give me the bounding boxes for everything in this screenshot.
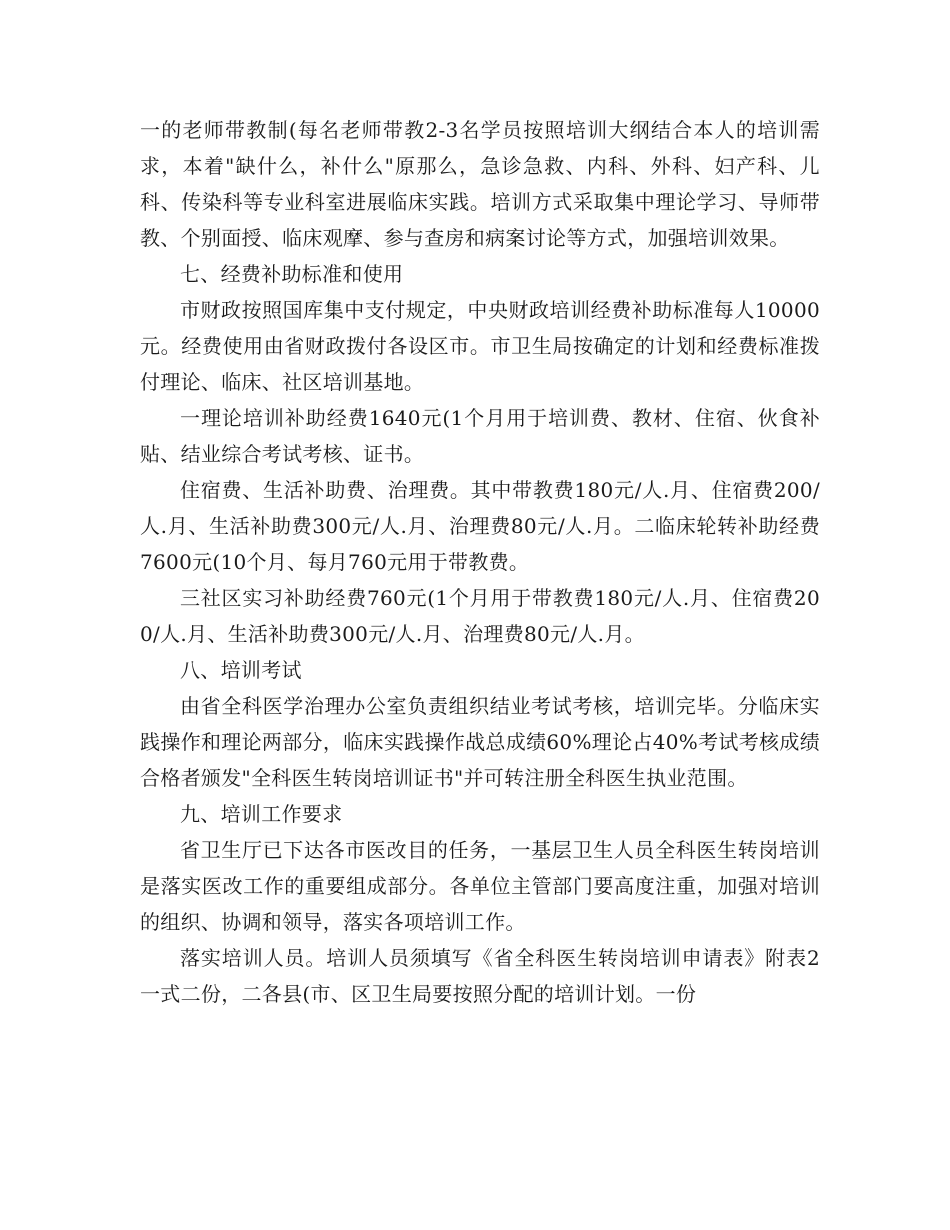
paragraph-community-funding: 三社区实习补助经费760元(1个月用于带教费180元/人.月、住宿费200/人.月、生活补助费300元/人.月、治理费80元/人.月。: [140, 586, 820, 646]
paragraph-trainee-registration: 落实培训人员。培训人员须填写《省全科医生转岗培训申请表》附表2一式二份，二各县(市、区卫生局要按照分配的培训计划。一份: [140, 946, 820, 1006]
paragraph-clinical-funding: 住宿费、生活补助费、治理费。其中带教费180元/人.月、住宿费200/人.月、生活补助费300元/人.月、治理费80元/人.月。二临床轮转补助经费7600元(10个月、每月760元用于带教费。: [140, 478, 820, 574]
paragraph-training-mentorship: 一的老师带教制(每名老师带教2-3名学员按照培训大纲结合本人的培训需求，本着"缺什么，补什么"原那么，急诊急救、内科、外科、妇产科、儿科、传染科等专业科室进展临床实践。培训方式采取集中理论学习、导师带教、个别面授、临床观摩、参与查房和病案讨论等方式，加强培训效果。: [140, 118, 820, 250]
paragraph-funding-standard: 市财政按照国库集中支付规定，中央财政培训经费补助标准每人10000元。经费使用由省财政拨付各设区市。市卫生局按确定的计划和经费标准拨付理论、临床、社区培训基地。: [140, 298, 820, 394]
section-heading-exam: 八、培训考试: [180, 658, 302, 682]
section-heading-funding: 七、经费补助标准和使用: [180, 262, 404, 286]
paragraph-requirements: 省卫生厅已下达各市医改目的任务，一基层卫生人员全科医生转岗培训是落实医改工作的重要组成部分。各单位主管部门要高度注重，加强对培训的组织、协调和领导，落实各项培训工作。: [140, 838, 820, 934]
document-body: [140, 112, 820, 1012]
paragraph-theory-funding: 一理论培训补助经费1640元(1个月用于培训费、教材、住宿、伙食补贴、结业综合考试考核、证书。: [140, 406, 820, 466]
section-heading-requirements: 九、培训工作要求: [180, 802, 343, 826]
paragraph-exam-details: 由省全科医学治理办公室负责组织结业考试考核，培训完毕。分临床实践操作和理论两部分，临床实践操作战总成绩60%理论占40%考试考核成绩合格者颁发"全科医生转岗培训证书"并可转注册全科医生执业范围。: [140, 694, 820, 790]
